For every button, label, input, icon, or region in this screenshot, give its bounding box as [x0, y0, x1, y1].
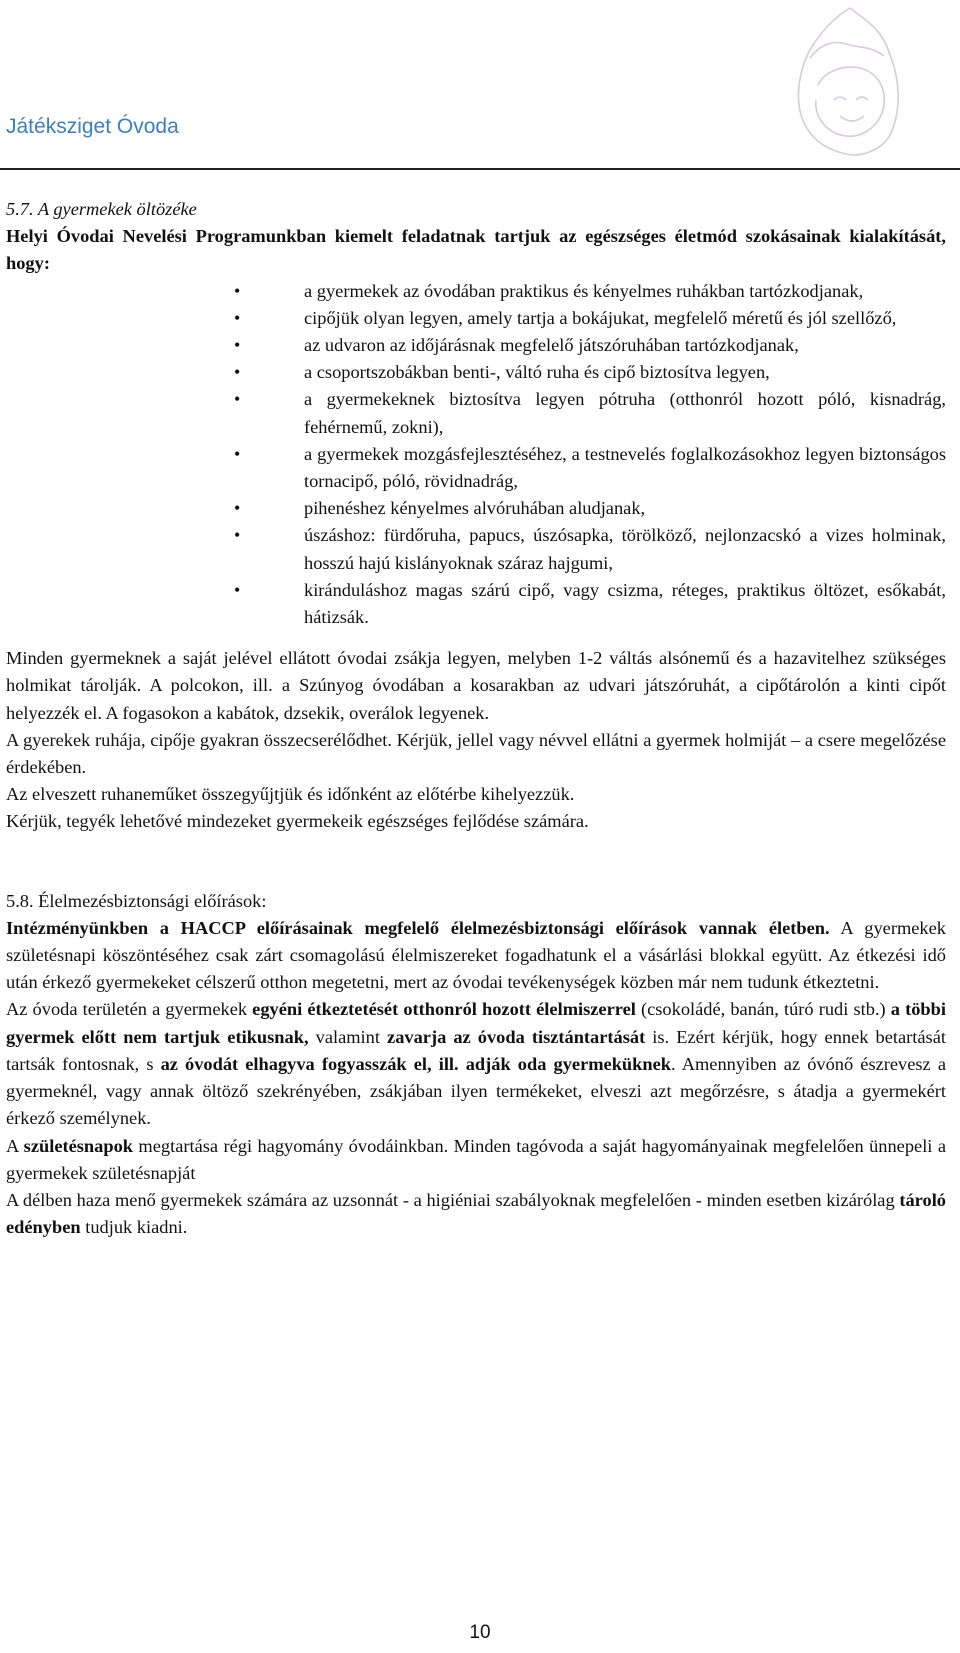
document-body	[6, 196, 946, 1241]
bullet-icon: •	[234, 335, 241, 356]
section-title: 5.7. A gyermekek öltözéke	[6, 199, 197, 219]
paragraph: A születésnapok megtartása régi hagyomány óvodáinkban. Minden tagóvoda a saját hagyományainak megfelelően ünnepeli a gyermekek születésnapját	[6, 1135, 946, 1183]
bullet-item: • a gyermekek mozgásfejlesztéséhez, a testnevelés foglalkozásokhoz legyen biztonságos tornacipő, póló, rövidnadrág,	[6, 441, 946, 495]
bullet-list	[6, 278, 946, 632]
bullet-icon: •	[234, 389, 241, 410]
paragraph: Kérjük, tegyék lehetővé mindezeket gyermekeik egészséges fejlődése számára.	[6, 811, 589, 832]
bullet-item: • cipőjük olyan legyen, amely tartja a bokájukat, megfelelő méretű és jól szellőző,	[6, 305, 946, 332]
bullet-icon: •	[234, 443, 241, 464]
section-intro: Helyi Óvodai Nevelési Programunkban kiemelt feladatnak tartjuk az egészséges életmód szokásainak kialakítását, hogy:	[6, 226, 946, 274]
kindergarten-logo	[790, 0, 910, 162]
bullet-item: • úszáshoz: fürdőruha, papucs, úszósapka, törölköző, nejlonzacskó a vizes holminak, hosszú hajú kislányoknak száraz hajgumi,	[6, 522, 946, 576]
bullet-item: • a csoportszobákban benti-, váltó ruha és cipő biztosítva legyen,	[6, 359, 946, 386]
paragraph: A gyerekek ruhája, cipője gyakran összecserélődhet. Kérjük, jellel vagy névvel ellátni a gyermek holmiját – a csere megelőzése érdekében.	[6, 729, 946, 778]
bullet-item: • az udvaron az időjárásnak megfelelő játszóruhában tartózkodjanak,	[6, 332, 946, 359]
bullet-icon: •	[234, 307, 241, 328]
bullet-icon: •	[234, 280, 241, 301]
paragraph: Intézményünkben a HACCP előírásainak megfelelő élelmezésbiztonsági előírások vannak életben. A gyermekek születésnapi köszöntéséhez csak zárt csomagolású élelmiszereket fogadhatunk el a vásárlási blokkal együtt. Az étkezési idő után érkező gyermekeket célszerű otthon megetetni, mert az óvodai tevékenységek közben már nem tudunk étkeztetni.	[6, 917, 946, 993]
bullet-icon: •	[234, 579, 241, 600]
bullet-icon: •	[234, 362, 241, 383]
page-number: 10	[469, 1622, 491, 1643]
bullet-item: • kiránduláshoz magas szárú cipő, vagy csizma, réteges, praktikus öltözet, esőkabát, hátizsák.	[6, 577, 946, 631]
header-title: Játéksziget Óvoda	[6, 115, 179, 138]
bullet-icon: •	[234, 498, 241, 519]
section-title: 5.8. Élelmezésbiztonsági előírások:	[6, 890, 267, 911]
bullet-item: • a gyermekek az óvodában praktikus és kényelmes ruhákban tartózkodjanak,	[6, 278, 946, 305]
header-divider	[0, 168, 960, 170]
bullet-icon: •	[234, 525, 241, 546]
paragraph: Az óvoda területén a gyermekek egyéni étkeztetését otthonról hozott élelmiszerrel (csokoládé, banán, túró rudi stb.) a többi gyermek előtt nem tartjuk etikusnak, valamint zavarja az óvoda tisztántartását is. Ezért kérjük, hogy ennek betartását tartsák fontosnak, s az óvodát elhagyva fogyasszák el, ill. adják oda gyermeküknek. Amennyiben az óvónő észrevesz a gyermeknél, vagy annak öltöző szekrényében, zsákjában ilyen termékeket, elveszi azt megőrzésre, s átadja a gyermekért érkező személynek.	[6, 999, 946, 1129]
paragraph: Minden gyermeknek a saját jelével ellátott óvodai zsákja legyen, melyben 1-2 váltás alsónemű és a hazavitelhez szükséges holmikat tárolják. A polcokon, ill. a Szúnyog óvodában a kosarakban az udvari játszóruhát, a cipőtárolón a kinti cipőt helyezzék el. A fogasokon a kabátok, dzsekik, overálok legyenek.	[6, 648, 946, 723]
bullet-item: • pihenéshez kényelmes alvóruhában aludjanak,	[6, 495, 946, 522]
paragraph: Az elveszett ruhaneműket összegyűjtjük és időnként az előtérbe kihelyezzük.	[6, 784, 575, 805]
bullet-item: • a gyermekeknek biztosítva legyen pótruha (otthonról hozott póló, kisnadrág, fehérnemű, zokni),	[6, 386, 946, 440]
paragraph: A délben haza menő gyermekek számára az uzsonnát - a higiéniai szabályoknak megfelelően - minden esetben kizárólag tároló edényben tudjuk kiadni.	[6, 1189, 946, 1238]
